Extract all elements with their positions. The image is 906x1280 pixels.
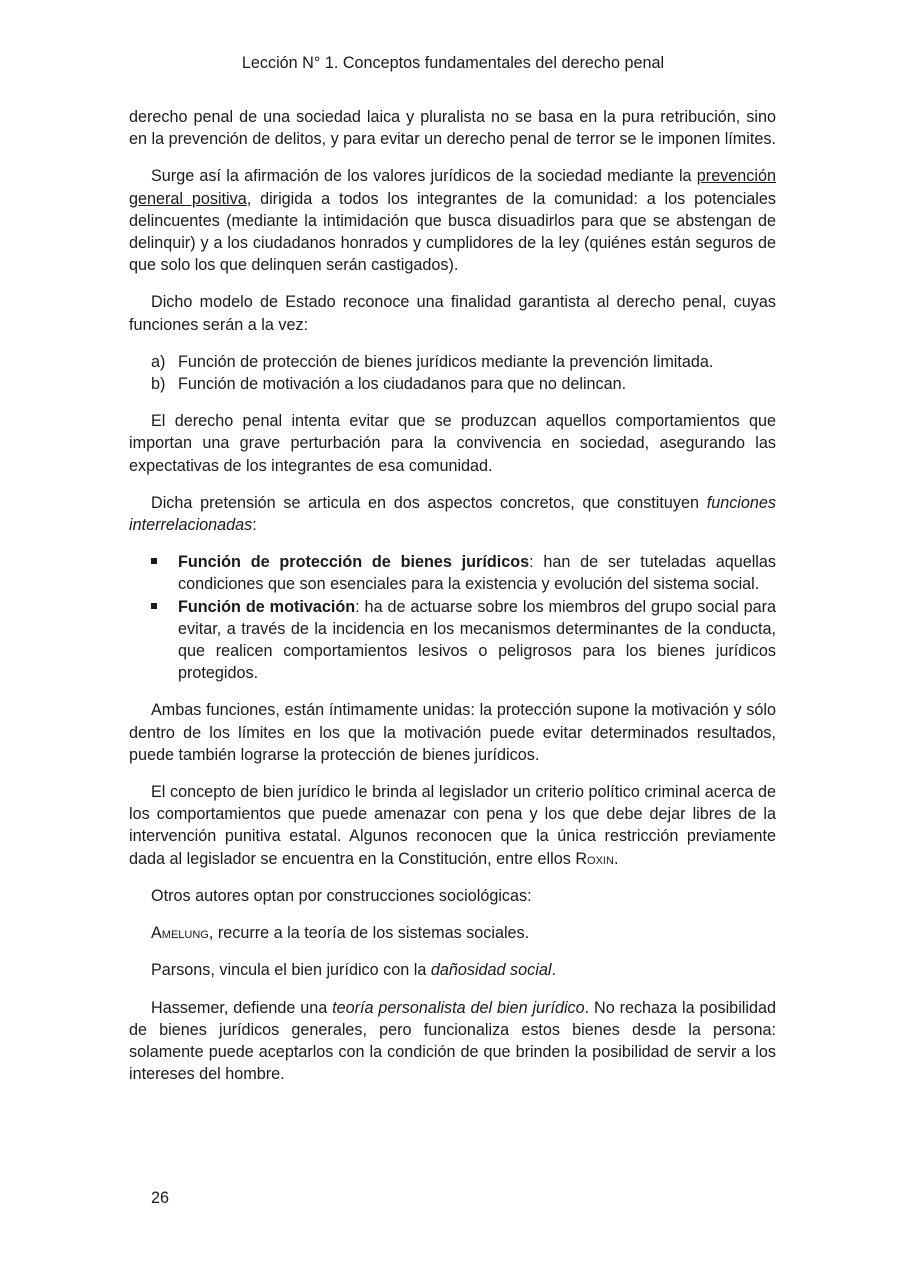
lettered-list: [129, 351, 776, 395]
square-bullet-icon: [151, 603, 157, 609]
author-name: Roxin: [575, 849, 614, 868]
list-item: Función de motivación: ha de actuarse sobre los miembros del grupo social para evitar, a través de la incidencia en los mecanismos determinantes de la conducta, que realicen comportamientos lesivos o peligrosos para los bienes jurídicos protegidos.: [129, 596, 776, 685]
paragraph: Amelung, recurre a la teoría de los sistemas sociales.: [151, 924, 530, 943]
list-item: Función de protección de bienes jurídicos: han de ser tuteladas aquellas condiciones que son esenciales para la existencia y evolución del sistema social.: [129, 551, 776, 595]
paragraph: El concepto de bien jurídico le brinda al legislador un criterio político criminal acerca de los comportamientos que puede amenazar con pena y los que debe dejar libres de la intervención punitiva estatal. Algunos reconocen que la única restricción previamente dada al legislador se encuentra en la Constitución, entre ellos Roxin.: [129, 783, 776, 868]
square-bullet-icon: [151, 558, 157, 564]
italic-term: teoría personalista del bien jurídico: [332, 998, 585, 1017]
paragraph: Otros autores optan por construcciones sociológicas:: [151, 886, 532, 905]
document-body: [129, 106, 776, 1100]
paragraph: Hassemer, defiende una teoría personalista del bien jurídico. No rechaza la posibilidad de bienes jurídicos generales, pero funcionaliza estos bienes desde la persona: solamente puede aceptarlos con la condición de que brinden la posibilidad de servir a los intereses del hombre.: [129, 998, 776, 1084]
paragraph: Ambas funciones, están íntimamente unidas: la protección supone la motivación y sólo dentro de los límites en los que la motivación puede evitar determinados resultados, puede también lograrse la protección de bienes jurídicos.: [129, 701, 776, 764]
paragraph: derecho penal de una sociedad laica y pluralista no se basa en la pura retribución, sino en la prevención de delitos, y para evitar un derecho penal de terror se le imponen límites.: [129, 108, 776, 149]
page-header: Lección N° 1. Conceptos fundamentales del derecho penal: [241, 54, 665, 72]
list-item: b) Función de motivación a los ciudadanos para que no delincan.: [129, 373, 776, 395]
paragraph: Dicha pretensión se articula en dos aspectos concretos, que constituyen funciones interrelacionadas:: [129, 493, 776, 535]
paragraph: Parsons, vincula el bien jurídico con la dañosidad social.: [151, 961, 556, 980]
list-marker: a): [151, 352, 166, 371]
bullet-list: [129, 551, 776, 684]
underlined-term: prevención general positiva: [129, 167, 776, 208]
page-number: 26: [151, 1189, 170, 1207]
paragraph: El derecho penal intenta evitar que se produzcan aquellos comportamientos que importan una grave perturbación para la convivencia en sociedad, asegurando las expectativas de los integrantes de esa comunidad.: [129, 412, 776, 475]
author-name: Amelung: [151, 924, 209, 943]
paragraph: Surge así la afirmación de los valores jurídicos de la sociedad mediante la prevención general positiva, dirigida a todos los integrantes de la comunidad: a los potenciales delincuentes (mediante la intimidación que busca disuadirlos para que se abstengan de delinquir) y a los ciudadanos honrados y cumplidores de la ley (quiénes están seguros de que solo los que delinquen serán castigados).: [129, 167, 776, 275]
list-marker: b): [151, 375, 166, 394]
paragraph: Dicho modelo de Estado reconoce una finalidad garantista al derecho penal, cuyas funciones serán a la vez:: [129, 293, 776, 334]
italic-term: dañosidad social: [430, 961, 552, 980]
list-item: a) Función de protección de bienes jurídicos mediante la prevención limitada.: [129, 351, 776, 373]
italic-term: funciones interrelacionadas: [129, 493, 776, 535]
